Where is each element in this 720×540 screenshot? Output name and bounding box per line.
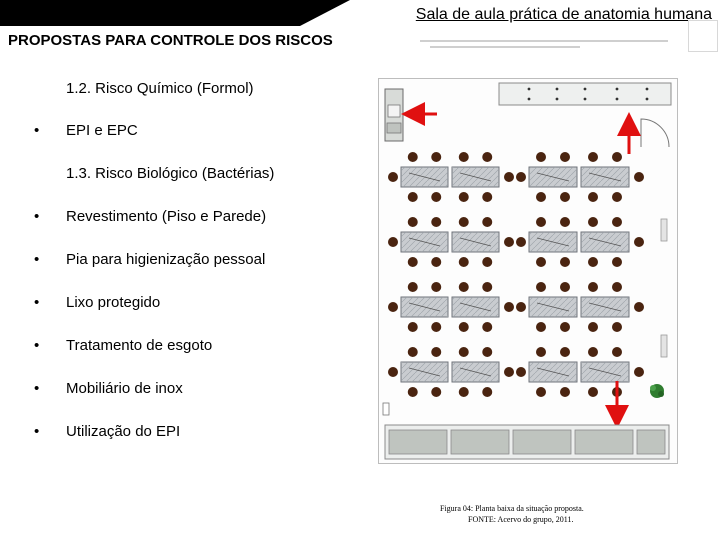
wall-fixture: [383, 403, 389, 415]
stool-icon: [482, 322, 492, 332]
decorative-frame: [688, 20, 718, 52]
table-icon: [452, 167, 499, 187]
stool-icon: [408, 322, 418, 332]
table-icon: [401, 362, 448, 382]
stool-icon: [408, 387, 418, 397]
stool-icon: [459, 152, 469, 162]
stool-icon: [536, 347, 546, 357]
stool-icon: [612, 152, 622, 162]
header-bar: [0, 0, 720, 26]
stool-icon: [408, 257, 418, 267]
stool-icon: [431, 387, 441, 397]
stool-icon: [536, 282, 546, 292]
wall-fixture: [661, 335, 667, 357]
stool-icon: [388, 237, 398, 247]
stool-icon: [634, 172, 644, 182]
stool-icon: [560, 192, 570, 202]
stool-icon: [612, 257, 622, 267]
stool-icon: [588, 282, 598, 292]
stool-icon: [431, 192, 441, 202]
table-icon: [401, 232, 448, 252]
stool-icon: [560, 257, 570, 267]
stool-icon: [482, 192, 492, 202]
caption-line: FONTE: Acervo do grupo, 2011.: [468, 515, 574, 524]
floor-plan: [378, 78, 678, 464]
stool-icon: [388, 302, 398, 312]
bullet-icon: •: [34, 380, 40, 397]
stool-icon: [431, 322, 441, 332]
stool-icon: [588, 387, 598, 397]
stool-icon: [560, 322, 570, 332]
stool-icon: [560, 217, 570, 227]
stool-icon: [504, 172, 514, 182]
stool-icon: [459, 282, 469, 292]
bullet-icon: •: [34, 423, 40, 440]
stool-icon: [612, 217, 622, 227]
stool-icon: [588, 322, 598, 332]
stool-icon: [516, 237, 526, 247]
floor-plan-drawing: [379, 79, 677, 463]
table-icon: [529, 167, 577, 187]
wall-counter-top: [499, 83, 671, 105]
stool-icon: [482, 282, 492, 292]
caption-line: Figura 04: Planta baixa da situação proposta.: [440, 504, 584, 513]
stool-icon: [408, 282, 418, 292]
stool-icon: [536, 217, 546, 227]
stool-icon: [560, 387, 570, 397]
wall-fixture: [661, 219, 667, 241]
plant-icon: [650, 384, 664, 398]
stool-icon: [482, 387, 492, 397]
stool-icon: [536, 322, 546, 332]
stool-icon: [431, 257, 441, 267]
stool-icon: [482, 217, 492, 227]
section-heading-biological: 1.3. Risco Biológico (Bactérias): [66, 165, 275, 182]
divider-line: [430, 46, 580, 48]
stool-icon: [408, 347, 418, 357]
stool-icon: [612, 282, 622, 292]
stool-icon: [588, 347, 598, 357]
stool-icon: [612, 322, 622, 332]
table-icon: [452, 297, 499, 317]
stool-icon: [408, 192, 418, 202]
stool-icon: [408, 152, 418, 162]
table-icon: [529, 297, 577, 317]
stool-icon: [431, 217, 441, 227]
stool-icon: [612, 347, 622, 357]
stool-icon: [588, 152, 598, 162]
page-title: Sala de aula prática de anatomia humana: [415, 6, 712, 23]
stool-icon: [459, 217, 469, 227]
bullet-icon: •: [34, 251, 40, 268]
stool-icon: [459, 347, 469, 357]
table-icon: [581, 362, 629, 382]
stool-icon: [408, 217, 418, 227]
stool-icon: [482, 152, 492, 162]
stool-icon: [536, 192, 546, 202]
stool-icon: [388, 172, 398, 182]
stool-icon: [588, 257, 598, 267]
table-icon: [581, 297, 629, 317]
bullet-icon: •: [34, 337, 40, 354]
stool-icon: [516, 172, 526, 182]
stool-icon: [459, 257, 469, 267]
table-icon: [401, 167, 448, 187]
stool-icon: [504, 367, 514, 377]
tables-group: [388, 152, 644, 397]
stool-icon: [560, 152, 570, 162]
table-icon: [529, 232, 577, 252]
table-icon: [401, 297, 448, 317]
stool-icon: [560, 282, 570, 292]
stool-icon: [588, 217, 598, 227]
stool-icon: [431, 347, 441, 357]
door-icon: [641, 119, 669, 147]
stool-icon: [560, 347, 570, 357]
bullet-icon: •: [34, 122, 40, 139]
stool-icon: [459, 387, 469, 397]
bullet-icon: •: [34, 294, 40, 311]
stool-icon: [459, 192, 469, 202]
stool-icon: [431, 282, 441, 292]
stool-icon: [388, 367, 398, 377]
stool-icon: [516, 302, 526, 312]
table-icon: [452, 362, 499, 382]
stool-icon: [612, 192, 622, 202]
table-icon: [581, 167, 629, 187]
stool-icon: [482, 257, 492, 267]
stool-icon: [536, 387, 546, 397]
stool-icon: [634, 302, 644, 312]
stool-icon: [504, 302, 514, 312]
stool-icon: [504, 237, 514, 247]
section-heading-chemical: 1.2. Risco Químico (Formol): [66, 80, 254, 97]
stool-icon: [431, 152, 441, 162]
divider-line: [420, 40, 668, 42]
stool-icon: [536, 152, 546, 162]
table-icon: [581, 232, 629, 252]
stool-icon: [482, 347, 492, 357]
stool-icon: [516, 367, 526, 377]
stool-icon: [634, 237, 644, 247]
stool-icon: [634, 367, 644, 377]
stool-icon: [536, 257, 546, 267]
wall-counter-bottom: [385, 425, 669, 459]
page-subtitle: PROPOSTAS PARA CONTROLE DOS RISCOS: [8, 32, 333, 49]
sink-icon: [385, 89, 403, 141]
table-icon: [452, 232, 499, 252]
stool-icon: [588, 192, 598, 202]
stool-icon: [459, 322, 469, 332]
table-icon: [529, 362, 577, 382]
bullet-icon: •: [34, 208, 40, 225]
